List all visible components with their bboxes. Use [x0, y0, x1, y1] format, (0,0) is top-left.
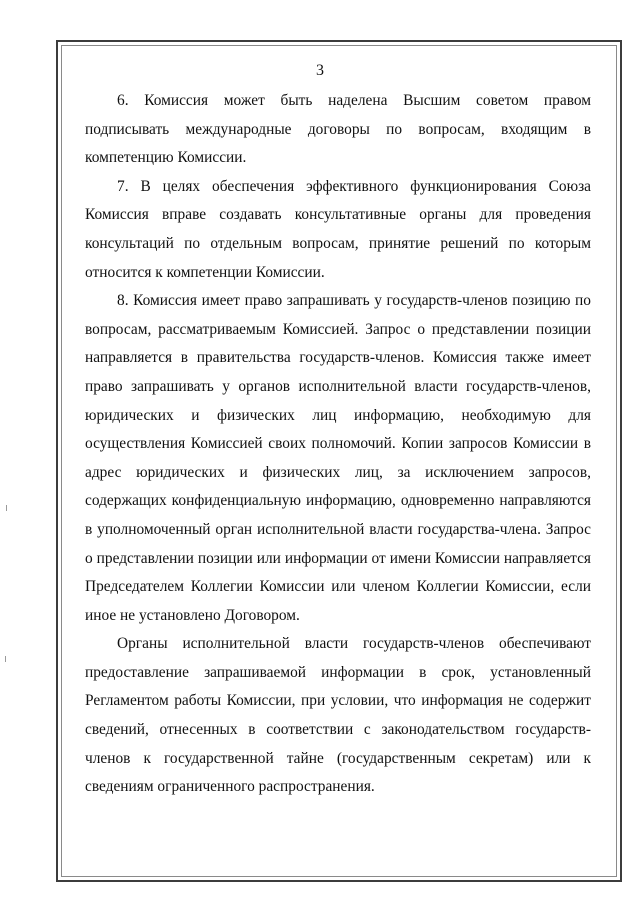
paragraph-8: 8. Комиссия имеет право запрашивать у государств-членов позицию по вопросам, рассматриваемым Комиссией. Запрос о представлении позиции направляется в правительства государств-членов. Комиссия также имеет право запрашивать у органов исполнительной власти государств-членов, юридических и физических лиц информацию, необходимую для осуществления Комиссией своих полномочий. Копии запросов Комиссии в адрес юридических и физических лиц, за исключением запросов, содержащих конфиденциальную информацию, одновременно направляются в уполномоченный орган исполнительной власти государства-члена. Запрос о представлении позиции или информации от имени Комиссии направляется Председателем Коллегии Комиссии или членом Коллегии Комиссии, если иное не установлено Договором. [85, 292, 591, 624]
page-number: 3 [316, 62, 324, 79]
paragraph-7: 7. В целях обеспечения эффективного функционирования Союза Комиссия вправе создавать консультативные органы для проведения консультаций по отдельным вопросам, принятие решений по которым относится к компетенции Комиссии. [85, 177, 591, 281]
paragraph-6: 6. Комиссия может быть наделена Высшим советом правом подписывать международные договоры по вопросам, входящим в компетенцию Комиссии. [85, 92, 591, 167]
scan-mark-left-bottom [5, 656, 6, 662]
document-body [85, 87, 591, 802]
paragraph-organs: Органы исполнительной власти государств-членов обеспечивают предоставление запрашиваемой информации в срок, установленный Регламентом работы Комиссии, при условии, что информация не содержит сведений, отнесенных в соответствии с законодательством государств-членов к государственной тайне (государственным секретам) или к сведениям ограниченного распространения. [85, 635, 591, 796]
scan-mark-left-top [6, 505, 7, 511]
